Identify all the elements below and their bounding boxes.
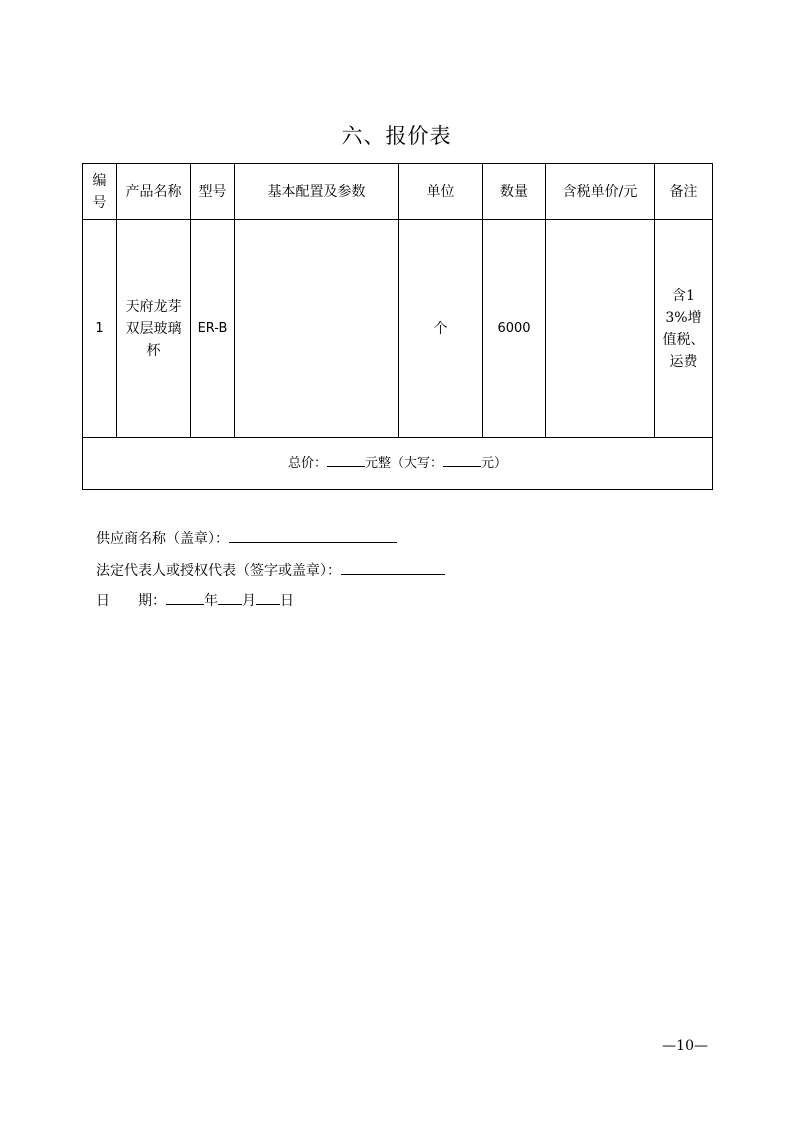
quote-table	[82, 163, 713, 490]
cell-name: 天府龙芽双层玻璃杯	[117, 220, 191, 438]
legal-rep-line	[96, 560, 445, 581]
header-price: 含税单价/元	[546, 164, 655, 220]
supplier-blank	[229, 528, 397, 543]
header-no: 编号	[83, 164, 117, 220]
cell-remark: 含13%增值税、运费	[655, 220, 713, 438]
month-blank	[218, 590, 242, 605]
cell-config	[235, 220, 399, 438]
supplier-line	[96, 528, 397, 549]
day-label: 日	[280, 593, 294, 609]
cell-price	[546, 220, 655, 438]
legal-rep-blank	[341, 560, 445, 575]
legal-rep-label: 法定代表人或授权代表（签字或盖章）：	[96, 563, 341, 579]
total-amount-blank	[327, 452, 365, 467]
header-remark: 备注	[655, 164, 713, 220]
header-qty: 数量	[483, 164, 546, 220]
total-unit-2: 元）	[481, 456, 508, 471]
table-header-row	[83, 164, 713, 220]
total-capital-blank	[443, 452, 481, 467]
cell-qty: 6000	[483, 220, 546, 438]
year-label: 年	[204, 593, 218, 609]
header-name: 产品名称	[117, 164, 191, 220]
cell-model: ER-B	[191, 220, 235, 438]
total-unit-1: 元整（大写：	[364, 456, 443, 471]
supplier-label: 供应商名称（盖章）：	[96, 531, 229, 547]
total-cell	[83, 438, 713, 490]
table-row	[83, 220, 713, 438]
total-label: 总价：	[287, 456, 327, 471]
month-label: 月	[242, 593, 256, 609]
day-blank	[256, 590, 280, 605]
cell-unit: 个	[399, 220, 483, 438]
date-label: 日 期：	[96, 593, 166, 609]
table-total-row	[83, 438, 713, 490]
year-blank	[166, 590, 204, 605]
date-line	[96, 590, 294, 611]
header-unit: 单位	[399, 164, 483, 220]
header-config: 基本配置及参数	[235, 164, 399, 220]
cell-no: 1	[83, 220, 117, 438]
page-title: 六、报价表	[341, 124, 452, 148]
header-model: 型号	[191, 164, 235, 220]
page-number: —10—	[662, 1038, 708, 1054]
